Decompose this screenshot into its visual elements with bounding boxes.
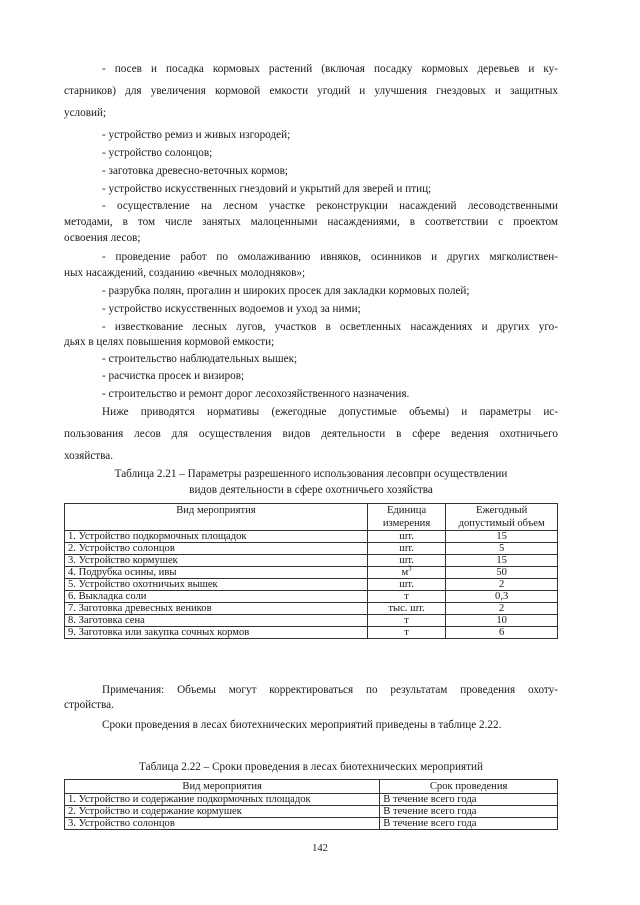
unit-text: м: [401, 567, 409, 578]
table-cell: т: [367, 591, 445, 603]
list-item: - разрубка полян, прогалин и широких просек для закладки кормовых полей;: [102, 285, 470, 297]
table-header-cell: Вид мероприятия: [65, 780, 380, 794]
table-header-cell: [367, 504, 445, 531]
table-header-cell: Срок проведения: [380, 780, 558, 794]
table1-caption-line-1: Таблица 2.21 – Параметры разрешенного использования лесовпри осуществлении: [114, 468, 508, 480]
table-cell: 3. Устройство солонцов: [65, 818, 380, 830]
unit-superscript: 3: [408, 564, 412, 573]
norms-line-1: Ниже приводятся нормативы (ежегодные допустимые объемы) и параметры ис-: [102, 406, 558, 418]
table-cell: 2. Устройство солонцов: [65, 543, 368, 555]
table-cell: В течение всего года: [380, 806, 558, 818]
table-header-row: [65, 780, 558, 794]
table-cell: шт.: [367, 579, 445, 591]
table-cell: 6. Выкладка соли: [65, 591, 368, 603]
page-number: 142: [312, 843, 328, 854]
table-row: [65, 818, 558, 830]
list-item: - устройство ремиз и живых изгородей;: [102, 129, 291, 141]
table-cell: 50: [446, 567, 558, 579]
table-cell: В течение всего года: [380, 794, 558, 806]
table-cell: 2. Устройство и содержание кормушек: [65, 806, 380, 818]
recon-line-1: - осуществление на лесном участке реконструкции насаждений лесоводственными: [102, 200, 558, 212]
list-item: - заготовка древесно-веточных кормов;: [102, 165, 288, 177]
table-cell: 3. Устройство кормушек: [65, 555, 368, 567]
table1-caption-line-2: видов деятельности в сфере охотничьего хозяйства: [189, 484, 433, 496]
table-cell: 5: [446, 543, 558, 555]
table-cell: т: [367, 627, 445, 639]
table-row: [65, 591, 558, 603]
lime-line-2: дьях в целях повышения кормовой емкости;: [64, 336, 275, 348]
unit-header-line-2: измерения: [382, 518, 431, 529]
rejuv-line-1: - проведение работ по омолаживанию ивняков, осинников и других мягколиствен-: [102, 251, 558, 263]
volume-header-line-1: Ежегодный: [476, 505, 528, 516]
list-item: - строительство наблюдательных вышек;: [102, 353, 298, 365]
unit-header-line-1: Единица: [386, 505, 427, 516]
recon-line-2: методами, в том числе занятых малоценными насаждениями, в соответствии с проектом: [64, 216, 558, 228]
norms-line-3: хозяйства.: [64, 450, 114, 462]
table-cell: 5. Устройство охотничьих вышек: [65, 579, 368, 591]
table-row: [65, 615, 558, 627]
table-cell: 0,3: [446, 591, 558, 603]
table-cell: 2: [446, 579, 558, 591]
note-line-2: стройства.: [64, 699, 114, 711]
table-row: [65, 567, 558, 579]
table-cell: 15: [446, 531, 558, 543]
volume-header-line-2: допустимый объем: [458, 518, 545, 529]
table-cell: тыс. шт.: [367, 603, 445, 615]
table-row: [65, 603, 558, 615]
table-cell: 15: [446, 555, 558, 567]
list-item: - устройство искусственных гнездовий и укрытий для зверей и птиц;: [102, 183, 432, 195]
table-cell: 6: [446, 627, 558, 639]
norms-line-2: пользования лесов для осуществления видов деятельности в сфере ведения охотничьего: [64, 428, 558, 440]
rejuv-line-2: ных насаждений, созданию «вечных молодняков»;: [64, 267, 306, 279]
table-row: [65, 794, 558, 806]
table2: [64, 779, 558, 830]
table-row: [65, 627, 558, 639]
table1: [64, 503, 558, 639]
table-cell: 7. Заготовка древесных веников: [65, 603, 368, 615]
table-row: [65, 806, 558, 818]
table-cell: шт.: [367, 555, 445, 567]
table-cell: 4. Подрубка осины, ивы: [65, 567, 368, 579]
table-reference: Сроки проведения в лесах биотехнических мероприятий приведены в таблице 2.22.: [102, 719, 502, 731]
list-item: - устройство солонцов;: [102, 147, 213, 159]
table-row: [65, 579, 558, 591]
table-row: [65, 555, 558, 567]
table-row: [65, 543, 558, 555]
table-cell: т: [367, 615, 445, 627]
table-cell: 8. Заготовка сена: [65, 615, 368, 627]
list-item: - строительство и ремонт дорог лесохозяйственного назначения.: [102, 388, 410, 400]
lime-line-1: - известкование лесных лугов, участков в осветленных насаждениях и других уго-: [102, 321, 558, 333]
table2-caption: Таблица 2.22 – Сроки проведения в лесах биотехнических мероприятий: [139, 761, 483, 773]
list-item: - устройство искусственных водоемов и уход за ними;: [102, 303, 361, 315]
table-cell: [367, 564, 445, 579]
table-cell: В течение всего года: [380, 818, 558, 830]
intro-line-3: условий;: [64, 107, 107, 119]
table-cell: 10: [446, 615, 558, 627]
table-cell: 2: [446, 603, 558, 615]
table-cell: шт.: [367, 543, 445, 555]
table-row: [65, 531, 558, 543]
table-header-cell: Вид мероприятия: [65, 504, 368, 531]
table-header-cell: [446, 504, 558, 531]
table-cell: 1. Устройство подкормочных площадок: [65, 531, 368, 543]
list-item: - расчистка просек и визиров;: [102, 370, 245, 382]
table-cell: 1. Устройство и содержание подкормочных площадок: [65, 794, 380, 806]
intro-line-1: - посев и посадка кормовых растений (включая посадку кормовых деревьев и ку-: [102, 63, 558, 75]
table-cell: 9. Заготовка или закупка сочных кормов: [65, 627, 368, 639]
intro-line-2: старников) для увеличения кормовой емкости угодий и улучшения гнездовых и защитных: [64, 85, 558, 97]
recon-line-3: освоения лесов;: [64, 232, 141, 244]
table-cell: шт.: [367, 531, 445, 543]
note-line-1: Примечания: Объемы могут корректироваться по результатам проведения охоту-: [102, 684, 558, 696]
table-header-row: [65, 504, 558, 531]
